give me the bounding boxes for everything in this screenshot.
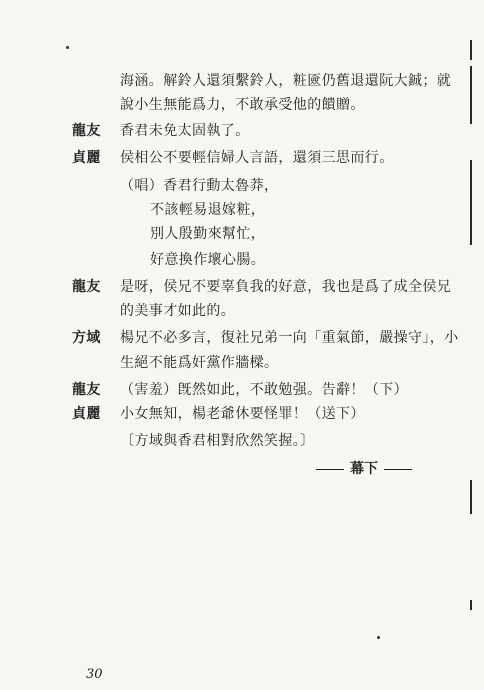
curtain-marker [310,458,418,478]
speaker-name: 龍友 [72,382,101,398]
dialogue-text: 楊兄不必多言，復社兄弟一向「重氣節，嚴操守」，小 [120,330,459,346]
dialogue-text: 好意換作壞心腸。 [150,252,266,268]
page-edge-mark [470,600,472,610]
page-number: 30 [86,667,103,682]
dialogue-text: 是呀，侯兄不要辜負我的好意，我也是爲了成全侯兄 [120,279,452,295]
curtain-text: 幕下 [350,461,378,477]
right-dash [384,469,412,470]
dialogue-text: 海涵。解鈴人還須繫鈴人，粧匳仍舊退還阮大鋮；就 [120,73,452,89]
dialogue-text: 侯相公不要輕信婦人言語，還須三思而行。 [120,150,394,166]
dialogue-text: 生絕不能爲奸黨作牆樑。 [120,355,279,371]
speaker-name: 方域 [72,330,101,346]
page-edge-mark [470,160,472,245]
left-dash [316,469,344,470]
dialogue-text: 〔方域與香君相對欣然笑握。〕 [120,433,315,449]
dialogue-text: 香君未免太固執了。 [120,123,250,139]
page-edge-mark [470,480,472,514]
dialogue-text: 說小生無能爲力，不敢承受他的饋贈。 [120,97,365,113]
page-edge-mark [470,66,472,124]
speaker-name: 貞麗 [72,406,101,422]
page-edge-mark [470,40,472,60]
dialogue-text: 不該輕易退嫁粧， [150,202,266,218]
speaker-name: 貞麗 [72,150,101,166]
dialogue-text: 別人殷勤來幫忙， [150,226,266,242]
ink-speck [377,636,380,639]
speaker-name: 龍友 [72,279,101,295]
ink-speck [66,46,69,49]
speaker-name: 龍友 [72,123,101,139]
dialogue-text: 小女無知，楊老爺休要怪罪！（送下） [120,406,365,422]
dialogue-text: （唱）香君行動太魯莽， [120,178,279,194]
dialogue-text: 的美事才如此的。 [120,303,236,319]
dialogue-text: （害羞）旣然如此，不敢勉强。告辭！（下） [120,382,408,398]
